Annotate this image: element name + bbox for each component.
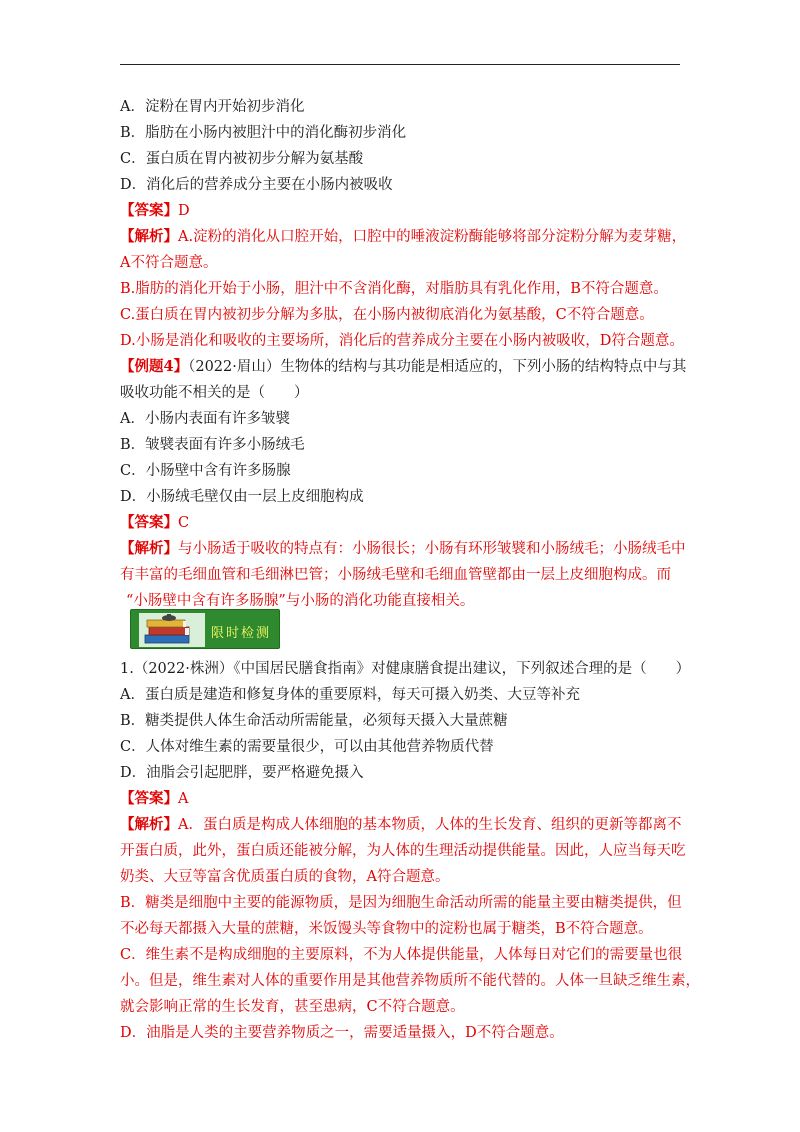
example4-option-a: A．小肠内表面有许多皱襞 xyxy=(120,411,290,427)
q1-analysis-line-3: 奶类、大豆等富含优质蛋白质的食物，A符合题意。 xyxy=(120,869,450,885)
example4-option-b: B．皱襞表面有许多小肠绒毛 xyxy=(120,437,305,453)
prev-analysis-line-3: B.脂肪的消化开始于小肠，胆汁中不含消化酶，对脂肪具有乳化作用，B不符合题意。 xyxy=(120,281,668,297)
q1-analysis-line-5: 不必每天都摄入大量的蔗糖，米饭馒头等食物中的淀粉也属于糖类，B不符合题意。 xyxy=(120,921,653,937)
q1-analysis-line-1 xyxy=(120,816,681,834)
prev-option-b: B．脂肪在小肠内被胆汁中的消化酶初步消化 xyxy=(120,125,407,141)
prev-option-c: C．蛋白质在胃内被初步分解为氨基酸 xyxy=(120,151,364,167)
answer-value: C xyxy=(178,515,190,531)
stack-of-books-icon xyxy=(139,613,205,647)
answer-value: D xyxy=(178,203,190,219)
q1-option-c: C．人体对维生素的需要量很少，可以由其他营养物质代替 xyxy=(120,739,494,755)
answer-tag: 【答案】 xyxy=(120,790,178,807)
example4-analysis-line-2: 有丰富的毛细血管和毛细淋巴管；小肠绒毛壁和毛细血管壁都由一层上皮细胞构成。而 xyxy=(120,567,671,583)
prev-analysis-line-5: D.小肠是消化和吸收的主要场所，消化后的营养成分主要在小肠内被吸收，D符合题意。 xyxy=(120,333,684,349)
example4-stem-line-1 xyxy=(120,358,686,376)
q1-answer xyxy=(120,790,188,808)
analysis-text: A.淀粉的消化从口腔开始，口腔中的唾液淀粉酶能够将部分淀粉分解为麦芽糖， xyxy=(178,229,687,245)
q1-analysis-line-6: C．维生素不是构成细胞的主要原料，不为人体提供能量，人体每日对它们的需要量也很 xyxy=(120,947,683,963)
q1-analysis-line-7: 小。但是，维生素对人体的重要作用是其他营养物质所不能代替的。人体一旦缺乏维生素， xyxy=(120,973,700,989)
timed-test-badge xyxy=(130,609,280,649)
example4-stem-line-2: 吸收功能不相关的是（ ） xyxy=(120,385,309,401)
q1-option-a: A．蛋白质是建造和修复身体的重要原料，每天可摄入奶类、大豆等补充 xyxy=(120,687,580,703)
q1-analysis-line-4: B．糖类是细胞中主要的能源物质，是因为细胞生命活动所需的能量主要由糖类提供，但 xyxy=(120,895,682,911)
prev-answer xyxy=(120,202,190,220)
analysis-text: 与小肠适于吸收的特点有：小肠很长；小肠有环形皱襞和小肠绒毛；小肠绒毛中 xyxy=(178,541,686,557)
example4-analysis-line-3: “小肠壁中含有许多肠腺”与小肠的消化功能直接相关。 xyxy=(126,593,475,609)
analysis-tag: 【解析】 xyxy=(120,228,178,245)
q1-option-d: D．油脂会引起肥胖，要严格避免摄入 xyxy=(120,765,364,781)
prev-option-a: A．淀粉在胃内开始初步消化 xyxy=(120,99,305,115)
prev-analysis-line-2: A不符合题意。 xyxy=(120,255,218,271)
example4-stem-text: （2022·眉山）生物体的结构与其功能是相适应的，下列小肠的结构特点中与其 xyxy=(188,359,687,375)
q1-option-b: B．糖类提供人体生命活动所需能量，必须每天摄入大量蔗糖 xyxy=(120,713,508,729)
q1-analysis-line-9: D．油脂是人类的主要营养物质之一，需要适量摄入，D不符合题意。 xyxy=(120,1025,564,1041)
answer-value: A xyxy=(178,791,189,807)
example4-option-d: D．小肠绒毛壁仅由一层上皮细胞构成 xyxy=(120,489,364,505)
analysis-tag: 【解析】 xyxy=(120,816,178,833)
analysis-text: A．蛋白质是构成人体细胞的基本物质，人体的生长发育、组织的更新等都离不 xyxy=(178,817,682,833)
example4-answer xyxy=(120,514,189,532)
q1-analysis-line-2: 开蛋白质，此外，蛋白质还能被分解，为人体的生理活动提供能量。因此，人应当每天吃 xyxy=(120,843,686,859)
prev-analysis-line-1 xyxy=(120,228,686,246)
q1-stem: 1.（2022·株洲）《中国居民膳食指南》对健康膳食提出建议，下列叙述合理的是（ ） xyxy=(120,661,691,677)
prev-analysis-line-4: C.蛋白质在胃内被初步分解为多肽，在小肠内被彻底消化为氨基酸，C不符合题意。 xyxy=(120,307,654,323)
example4-option-c: C．小肠壁中含有许多肠腺 xyxy=(120,463,291,479)
answer-tag: 【答案】 xyxy=(120,202,178,219)
header-rule xyxy=(120,64,680,65)
timed-test-label: 限时检测 xyxy=(211,626,272,641)
example4-analysis-line-1 xyxy=(120,540,686,558)
answer-tag: 【答案】 xyxy=(120,514,178,531)
analysis-tag: 【解析】 xyxy=(120,540,178,557)
example4-label: 【例题4】 xyxy=(120,358,189,375)
q1-analysis-line-8: 就会影响正常的生长发育，甚至患病，C不符合题意。 xyxy=(120,999,465,1015)
prev-option-d: D．消化后的营养成分主要在小肠内被吸收 xyxy=(120,177,393,193)
